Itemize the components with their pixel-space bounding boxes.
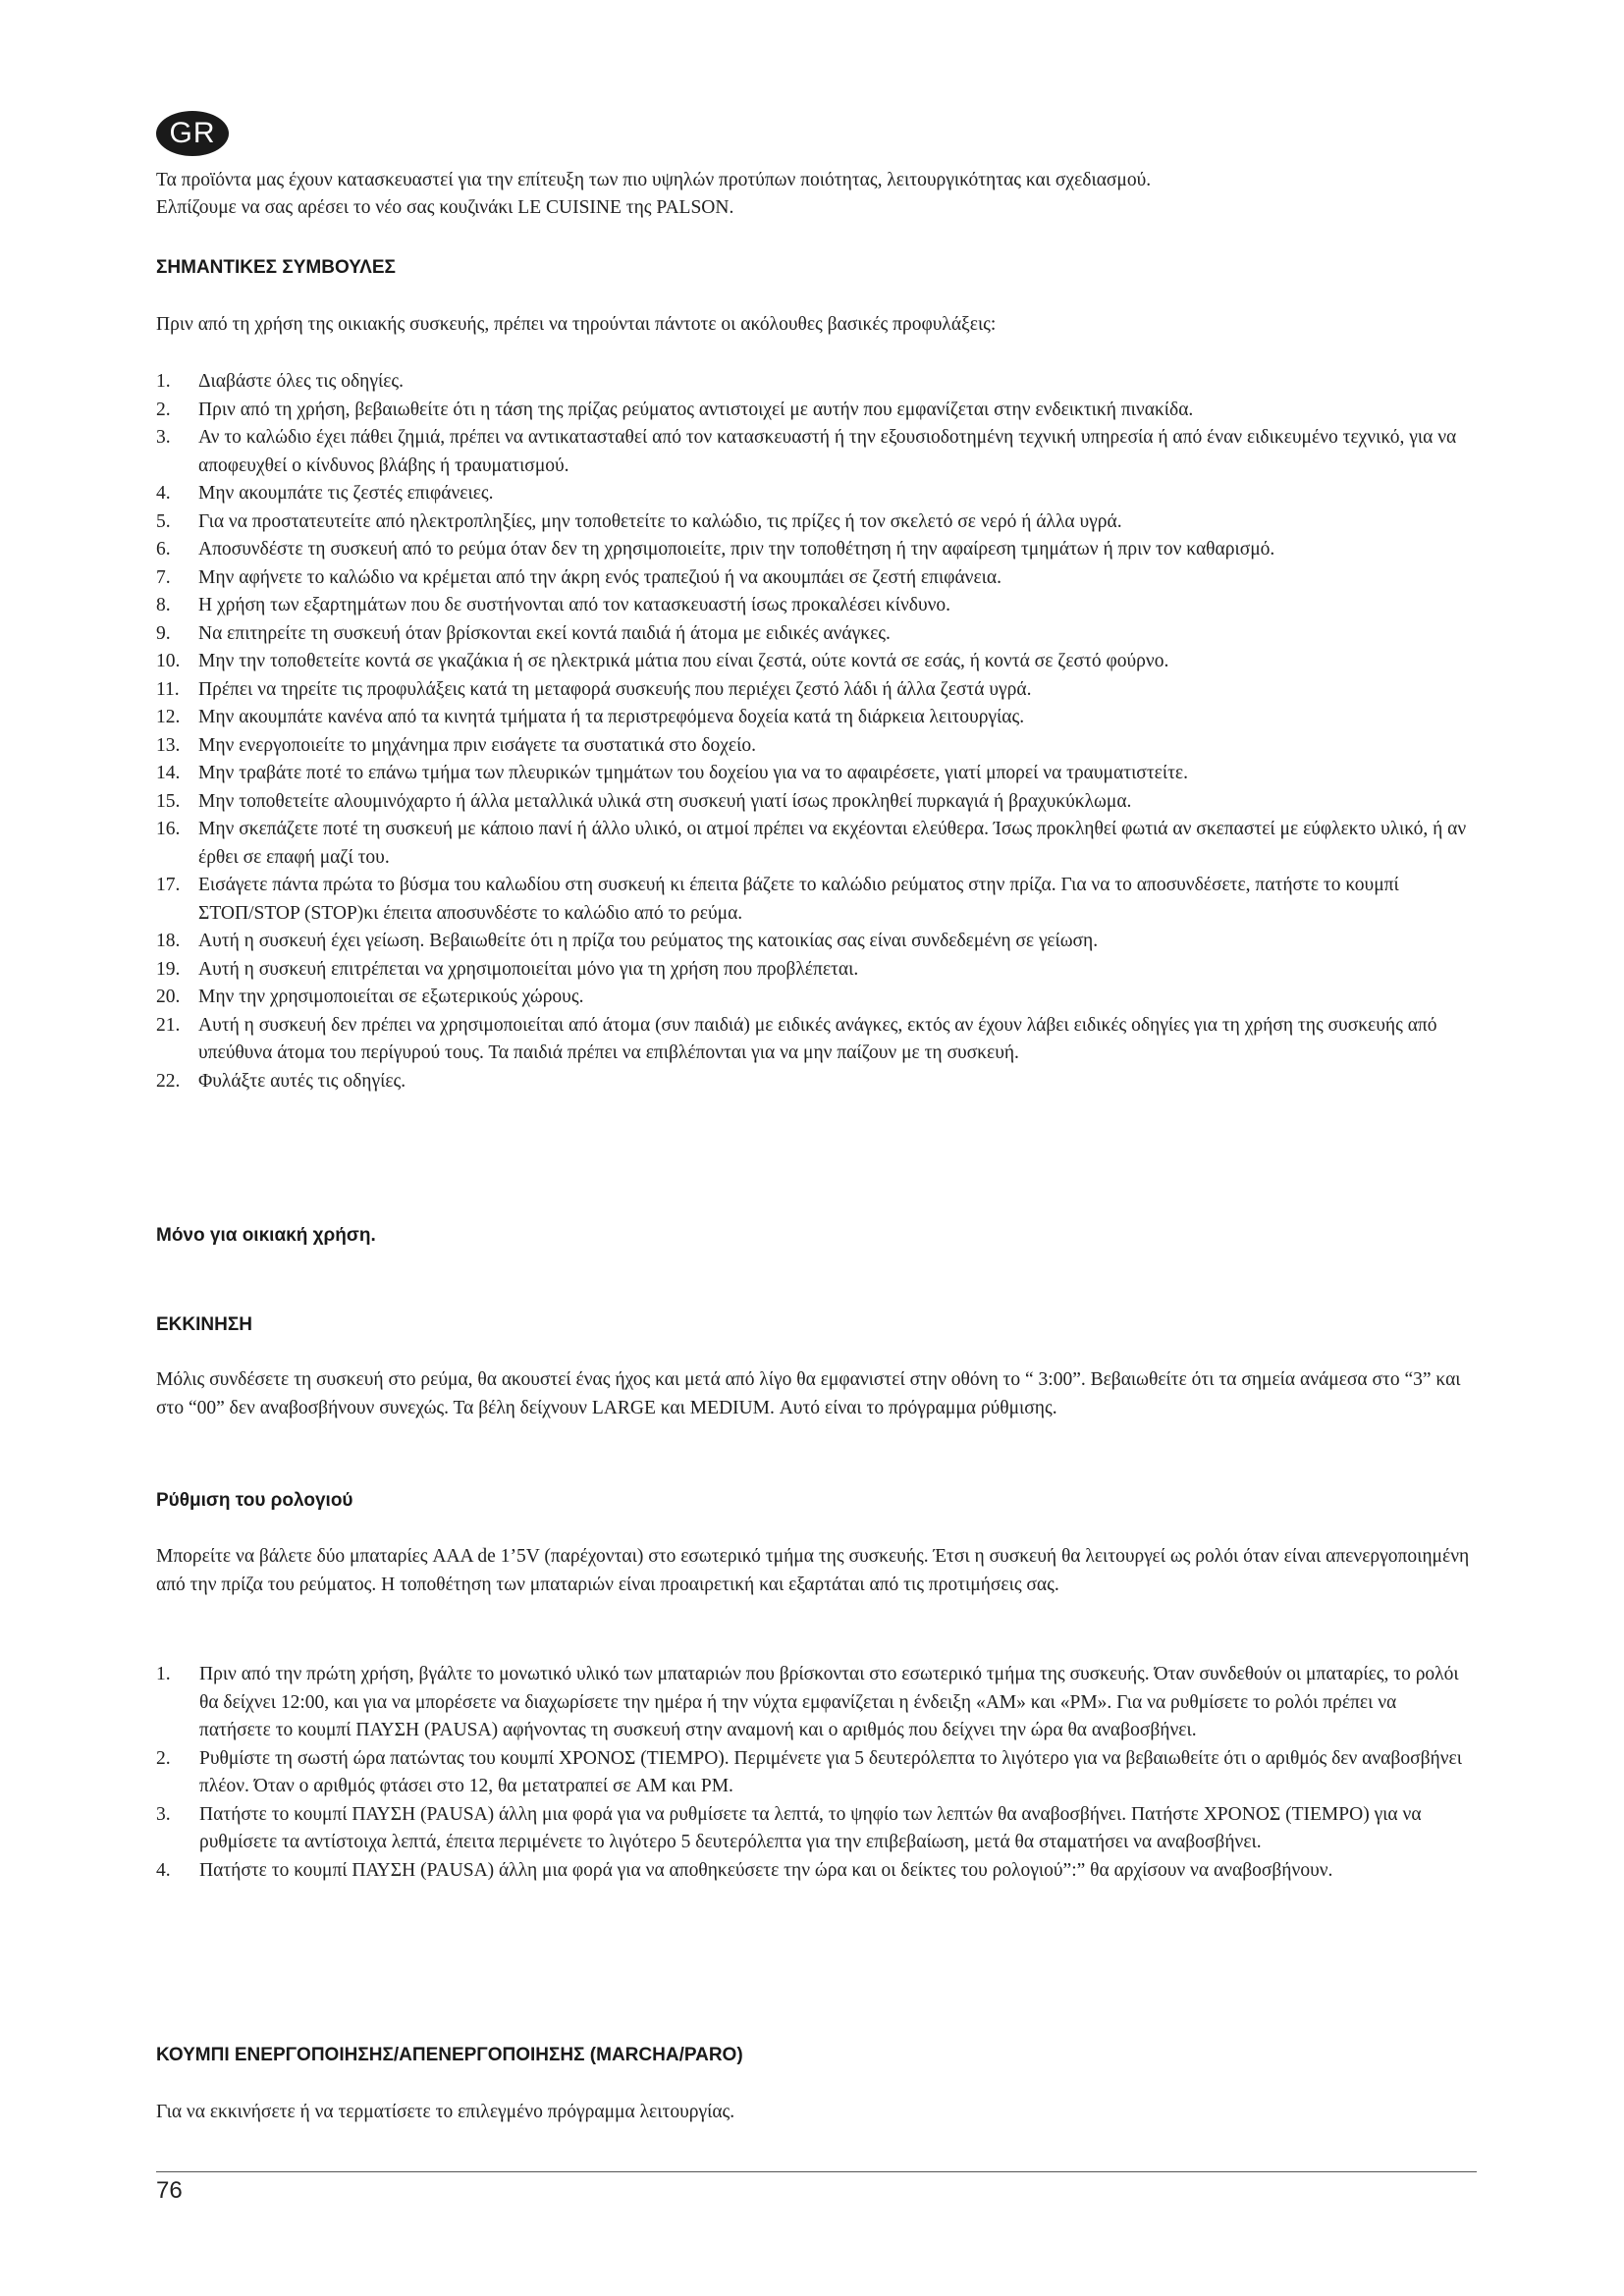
safety-heading: ΣΗΜΑΝΤΙΚΕΣ ΣΥΜΒΟΥΛΕΣ [156,257,396,278]
list-item: 2. Ρυθμίστε τη σωστή ώρα πατώντας του κουμπί ΧΡΟΝΟΣ (TIEMPO). Περιμένετε για 5 δευτερόλεπτα το λιγότερο για να βεβαιωθείτε ότι ο αριθμός δεν αναβοσβήνει πλέον. Όταν ο αριθμός φτάσει στο 12, θα μετατραπεί σε AM και PM. [156,1747,1462,1796]
household-note: Μόνο για οικιακή χρήση. [156,1225,376,1246]
clock-heading: Ρύθμιση του ρολογιού [156,1490,353,1511]
clock-steps [156,1661,1472,1885]
footer-divider [156,2171,1477,2172]
list-item: 12. Μην ακουμπάτε κανένα από τα κινητά τμήματα ή τα περιστρεφόμενα δοχεία κατά τη διάρκεια λειτουργίας. [156,707,1025,727]
list-item: 2. Πριν από τη χρήση, βεβαιωθείτε ότι η τάση της πρίζας ρεύματος αντιστοιχεί με αυτήν που εμφανίζεται στην ενδεικτική πινακίδα. [156,399,1194,420]
intro-line-1: Τα προϊόντα μας έχουν κατασκευαστεί για την επίτευξη των πιο υψηλών προτύπων ποιότητας, λειτουργικότητας και σχεδιασμού. [156,170,1152,190]
safety-list [156,368,1472,1095]
list-item: 3. Αν το καλώδιο έχει πάθει ζημιά, πρέπει να αντικατασταθεί από τον κατασκευαστή ή την εξουσιοδοτημένη τεχνική υπηρεσία ή από έναν ειδικευμένο τεχνικό, για να αποφευχθεί ο κίνδυνος βλάβης ή τραυματισμού. [156,427,1457,476]
list-item: 8. Η χρήση των εξαρτημάτων που δε συστήνονται από τον κατασκευαστή ίσως προκαλέσει κίνδυνο. [156,595,951,615]
list-item: 4. Μην ακουμπάτε τις ζεστές επιφάνειες. [156,483,494,504]
list-item: 20. Μην την χρησιμοποιείται σε εξωτερικούς χώρους. [156,987,584,1007]
list-item: 4. Πατήστε το κουμπί ΠΑΥΣΗ (PAUSA) άλλη μια φορά για να αποθηκεύσετε την ώρα και οι δείκτες του ρολογιού”:” θα αρχίσουν να αναβοσβήνουν. [156,1859,1333,1881]
power-heading: ΚΟΥΜΠΙ ΕΝΕΡΓΟΠΟΙΗΣΗΣ/ΑΠΕΝΕΡΓΟΠΟΙΗΣΗΣ (MARCHA/PARO) [156,2045,743,2065]
list-item: 18. Αυτή η συσκευή έχει γείωση. Βεβαιωθείτε ότι η πρίζα του ρεύματος της κατοικίας σας είναι συνδεδεμένη σε γείωση. [156,931,1099,951]
intro-line-2: Ελπίζουμε να σας αρέσει το νέο σας κουζινάκι LE CUISINE της PALSON. [156,197,734,218]
list-item: 13. Μην ενεργοποιείτε το μηχάνημα πριν εισάγετε τα συστατικά στο δοχείο. [156,734,756,756]
safety-lead: Πριν από τη χρήση της οικιακής συσκευής, πρέπει να τηρούνται πάντοτε οι ακόλουθες βασικές προφυλάξεις: [156,314,997,335]
startup-heading: ΕΚΚΙΝΗΣΗ [156,1314,252,1335]
list-item: 21. Αυτή η συσκευή δεν πρέπει να χρησιμοποιείται από άτομα (συν παιδιά) με ειδικές ανάγκες, εκτός αν έχουν λάβει ειδικές οδηγίες για τη χρήση της συσκευής από υπεύθυνα άτομα του περίγυρού τους. Τα παιδιά πρέπει να επιβλέπονται για να μην παίζουν με τη συσκευή. [156,1014,1437,1063]
list-item: 1. Πριν από την πρώτη χρήση, βγάλτε το μονωτικό υλικό των μπαταριών που βρίσκονται στο εσωτερικό τμήμα της συσκευής. Όταν συνδεθούν οι μπαταρίες, το ρολόι θα δείχνει 12:00, και για να μπορέσετε να διαχωρίσετε την ημέρα ή την νύχτα εμφανίζεται η ένδειξη «AM» και «PM». Για να ρυθμίσετε το ρολόι πρέπει να πατήσετε το κουμπί ΠΑΥΣΗ (PAUSA) αφήνοντας τη συσκευή στην αναμονή και ο αριθμός που δείχνει την ώρα θα αναβοσβήνει. [156,1664,1459,1740]
startup-text: Μόλις συνδέσετε τη συσκευή στο ρεύμα, θα ακουστεί ένας ήχος και μετά από λίγο θα εμφανιστεί στην οθόνη το “ 3:00”. Βεβαιωθείτε ότι τα σημεία ανάμεσα στο “3” και στο “00” δεν αναβοσβήνουν συνεχώς. Τα βέλη δείχνουν LARGE και MEDIUM. Αυτό είναι το πρόγραμμα ρύθμισης. [156,1369,1461,1418]
list-item: 10. Μην την τοποθετείτε κοντά σε γκαζάκια ή σε ηλεκτρικά μάτια που είναι ζεστά, ούτε κοντά σε εσάς, ή κοντά σε ζεστό φούρνο. [156,651,1169,671]
list-item: 1. Διαβάστε όλες τις οδηγίες. [156,371,405,392]
intro [156,167,1472,222]
list-item: 9. Να επιτηρείτε τη συσκευή όταν βρίσκονται εκεί κοντά παιδιά ή άτομα με ειδικές ανάγκες. [156,622,891,644]
list-item: 16. Μην σκεπάζετε ποτέ τη συσκευή με κάποιο πανί ή άλλο υλικό, οι ατμοί πρέπει να εκχέονται ελεύθερα. Ίσως προκληθεί φωτιά αν σκεπαστεί με εύφλεκτο υλικό, ή αν έρθει σε επαφή μαζί του. [156,819,1467,868]
language-badge: GR [156,111,229,156]
list-item: 7. Μην αφήνετε το καλώδιο να κρέμεται από την άκρη ενός τραπεζιού ή να ακουμπάει σε ζεστή επιφάνεια. [156,566,1002,588]
power-text: Για να εκκινήσετε ή να τερματίσετε το επιλεγμένο πρόγραμμα λειτουργίας. [156,2102,735,2122]
list-item: 22. Φυλάξτε αυτές τις οδηγίες. [156,1070,406,1092]
list-item: 14. Μην τραβάτε ποτέ το επάνω τμήμα των πλευρικών τμημάτων του δοχείου για να το αφαιρέσετε, γιατί μπορεί να τραυματιστείτε. [156,763,1188,783]
list-item: 6. Αποσυνδέστε τη συσκευή από το ρεύμα όταν δεν τη χρησιμοποιείτε, πριν την τοποθέτηση ή την αφαίρεση τμημάτων ή πριν τον καθαρισμό. [156,539,1275,560]
page-number: 76 [156,2177,183,2204]
clock-text: Μπορείτε να βάλετε δύο μπαταρίες AAA de 1’5V (παρέχονται) στο εσωτερικό τμήμα της συσκευής. Έτσι η συσκευή θα λειτουργεί ως ρολόι όταν είναι απενεργοποιημένη από την πρίζα του ρεύματος. Η τοποθέτηση των μπαταριών είναι προαιρετική και εξαρτάται από τις προτιμήσεις σας. [156,1546,1470,1595]
list-item: 5. Για να προστατευτείτε από ηλεκτροπληξίες, μην τοποθετείτε το καλώδιο, τις πρίζες ή τον σκελετό σε νερό ή άλλα υγρά. [156,510,1122,532]
list-item: 15. Μην τοποθετείτε αλουμινόχαρτο ή άλλα μεταλλικά υλικά στη συσκευή γιατί ίσως προκληθεί πυρκαγιά ή βραχυκύκλωμα. [156,790,1132,812]
list-item: 3. Πατήστε το κουμπί ΠΑΥΣΗ (PAUSA) άλλη μια φορά για να ρυθμίσετε τα λεπτά, το ψηφίο των λεπτών θα αναβοσβήνει. Πατήστε ΧΡΟΝΟΣ (TIEMPO) για να ρυθμίσετε τα αντίστοιχα λεπτά, έπειτα περιμένετε το λιγότερο 5 δευτερόλεπτα για την επιβεβαίωση, μετά θα σταματήσει να αναβοσβήνει. [156,1803,1422,1852]
list-item: 17. Εισάγετε πάντα πρώτα το βύσμα του καλωδίου στη συσκευή κι έπειτα βάζετε το καλώδιο ρεύματος στην πρίζα. Για να το αποσυνδέσετε, πατήστε το κουμπί ΣΤΟΠ/STOP (STOP)κι έπειτα αποσυνδέστε το καλώδιο από το ρεύμα. [156,875,1399,924]
list-item: 11. Πρέπει να τηρείτε τις προφυλάξεις κατά τη μεταφορά συσκευής που περιέχει ζεστό λάδι ή άλλα ζεστά υγρά. [156,678,1032,700]
list-item: 19. Αυτή η συσκευή επιτρέπεται να χρησιμοποιείται μόνο για τη χρήση που προβλέπεται. [156,958,859,980]
